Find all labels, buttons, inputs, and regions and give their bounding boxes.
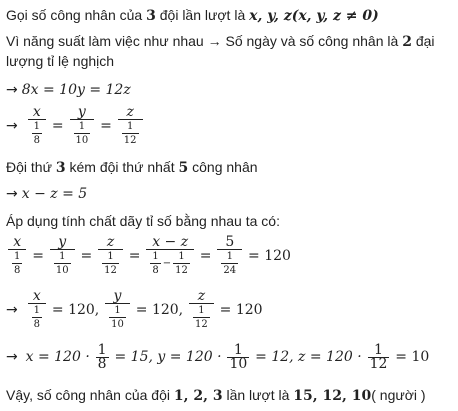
equation-1: → 8x = 10y = 12z	[6, 82, 131, 98]
equation-6: → x = 120 · $\frac{1}{8}$ = 15, y = 120 · $\frac{1}{10}$ = 12, z = 120 · $\frac{1}{12}$ = 10	[6, 342, 430, 372]
conclusion-line: Vậy, số công nhân của đội 1, 2, 3 lần lượt là 15, 12, 10( người )	[6, 387, 426, 404]
reasoning-line-cont: lượng tỉ lệ nghịch	[6, 53, 115, 69]
fraction-y: $\frac{y}{\frac{1}{10}}$	[70, 106, 95, 147]
equation-5: → $\frac{x}{\frac{1}{8}}$ = 120, $\frac{y}{\frac{1}{10}}$ = 120, $\frac{z}{\frac{1}{12}}$ = 120	[6, 288, 263, 330]
fraction-x: $\frac{x}{\frac{1}{8}}$	[28, 106, 46, 147]
problem-statement-line: Gọi số công nhân của 3 đội lần lượt là x, y, z(x, y, z ≠ 0)	[6, 7, 379, 24]
reasoning-line: Vì năng suất làm việc như nhau → Số ngày và số công nhân là 2 đại	[6, 33, 435, 50]
equation-2: → $\frac{x}{\frac{1}{8}}$ = $\frac{y}{\frac{1}{10}}$ = $\frac{z}{\frac{1}{12}}$	[6, 106, 145, 147]
apply-property-line: Áp dụng tính chất dãy tỉ số bằng nhau ta có:	[6, 213, 280, 229]
fraction-z: $\frac{z}{\frac{1}{12}}$	[118, 106, 143, 147]
condition-line: Đội thứ 3 kém đội thứ nhất 5 công nhân	[6, 159, 258, 176]
equation-4: $\frac{x}{\frac{1}{8}}$ = $\frac{y}{\frac{1}{10}}$ = $\frac{z}{\frac{1}{12}}$ = x − z $\frac{1}{8}$ − $\frac{1}{12}$ = $\frac{5}{\frac{1}{24}}$ = 120	[6, 236, 291, 277]
equation-3: → x − z = 5	[6, 186, 88, 202]
